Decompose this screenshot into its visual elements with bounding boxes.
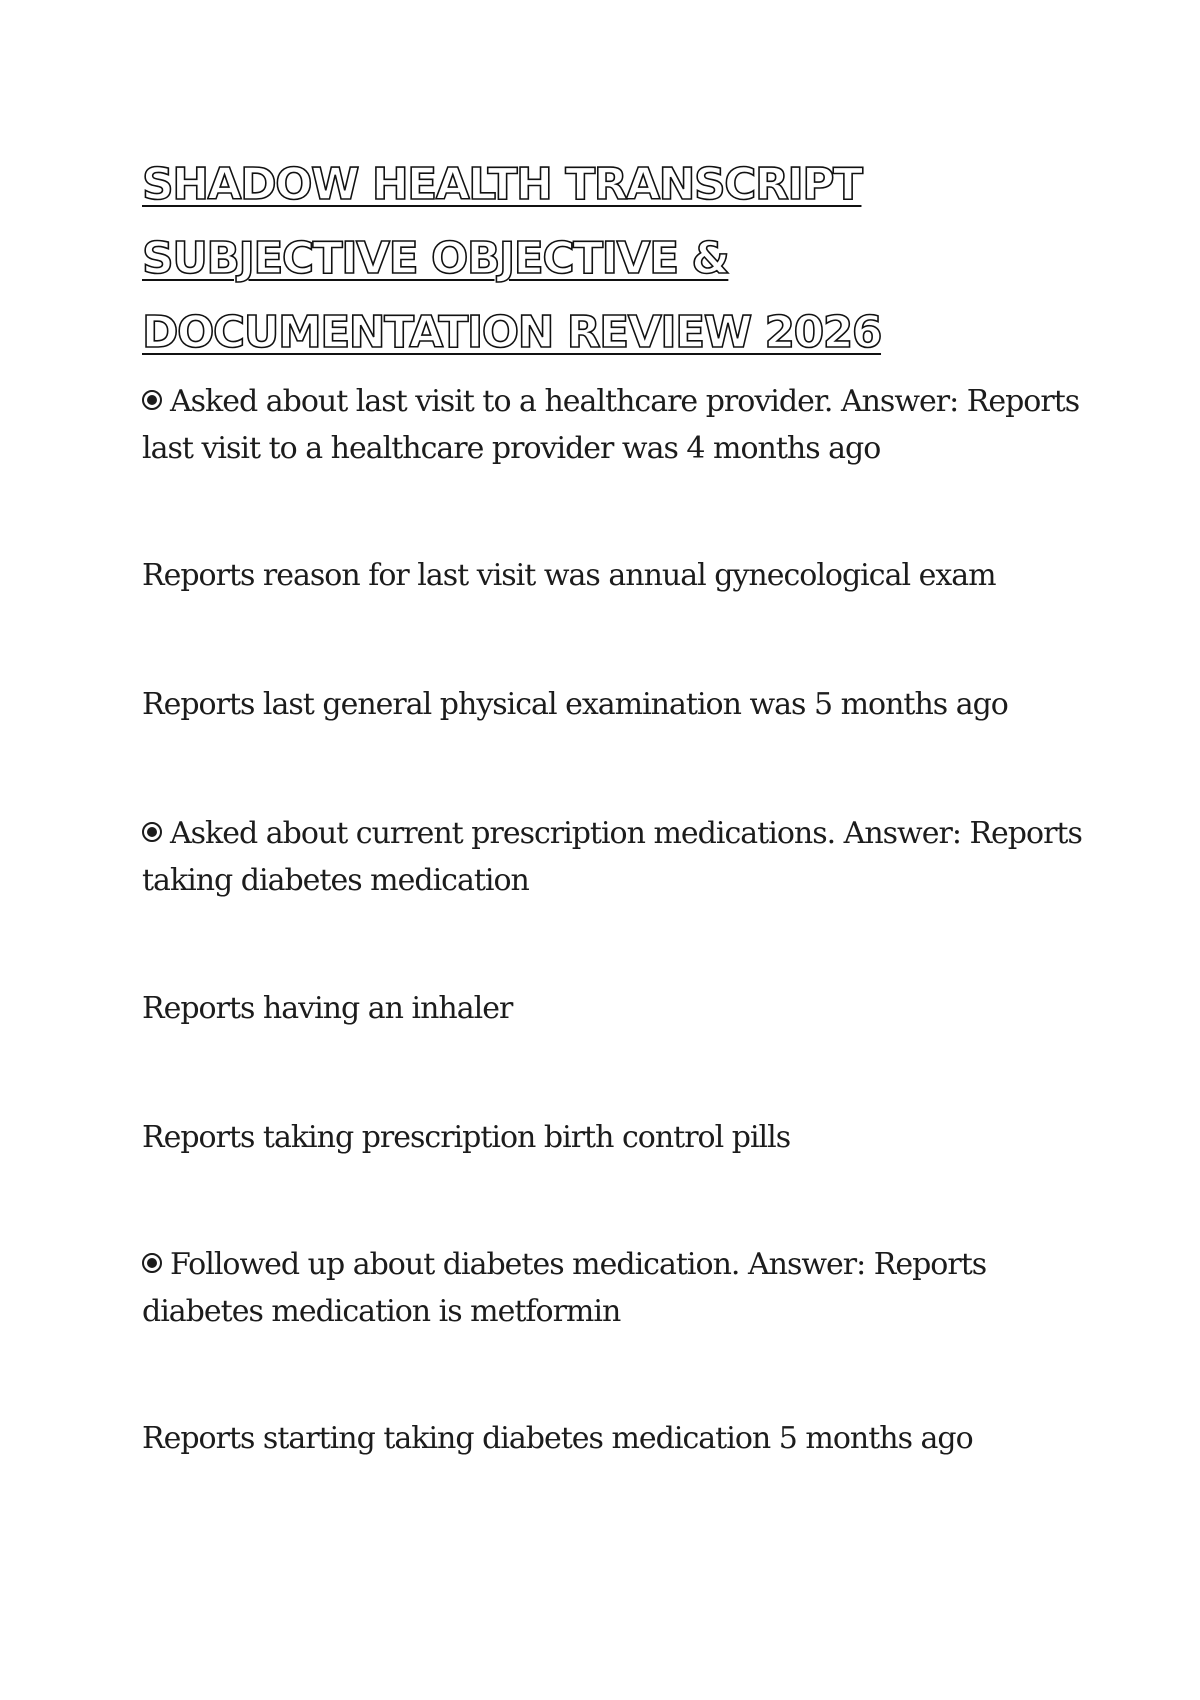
transcript-paragraph bbox=[142, 985, 1082, 1032]
transcript-paragraph bbox=[142, 378, 1082, 472]
paragraph-text: Reports having an inhaler bbox=[142, 991, 513, 1026]
transcript-paragraph bbox=[142, 1415, 1082, 1462]
paragraph-text: Asked about last visit to a healthcare provider. Answer: Reports last visit to a healthcare provider was 4 months ago bbox=[142, 384, 1080, 466]
document-title: SHADOW HEALTH TRANSCRIPT SUBJECTIVE OBJECTIVE & DOCUMENTATION REVIEW 2026 bbox=[142, 159, 882, 358]
radio-bullet-icon bbox=[142, 1253, 162, 1273]
paragraph-text: Reports reason for last visit was annual gynecological exam bbox=[142, 558, 996, 593]
paragraph-text: Reports starting taking diabetes medication 5 months ago bbox=[142, 1421, 973, 1456]
transcript-paragraph bbox=[142, 552, 1082, 599]
transcript-paragraph bbox=[142, 1114, 1082, 1161]
transcript-paragraph bbox=[142, 1241, 1082, 1335]
paragraph-text: Asked about current prescription medications. Answer: Reports taking diabetes medication bbox=[142, 816, 1082, 898]
transcript-paragraph bbox=[142, 810, 1082, 904]
paragraph-text: Reports last general physical examination was 5 months ago bbox=[142, 687, 1008, 722]
radio-bullet-icon bbox=[142, 390, 162, 410]
paragraph-text: Followed up about diabetes medication. Answer: Reports diabetes medication is metformin bbox=[142, 1247, 987, 1329]
radio-bullet-icon bbox=[142, 822, 162, 842]
paragraph-text: Reports taking prescription birth control pills bbox=[142, 1120, 791, 1155]
transcript-paragraph bbox=[142, 681, 1082, 728]
